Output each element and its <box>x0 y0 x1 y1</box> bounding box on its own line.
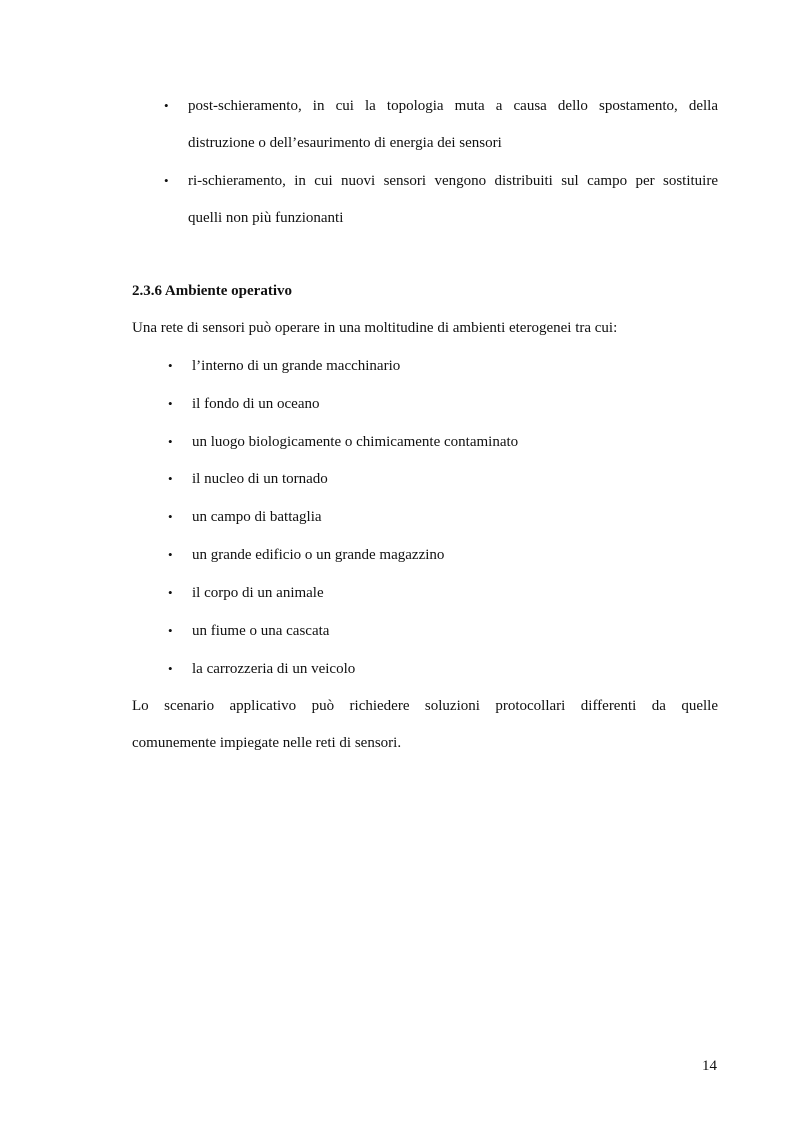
section-intro: Una rete di sensori può operare in una moltitudine di ambienti eterogenei tra cui: <box>132 320 618 336</box>
bullet-marker: • <box>164 98 169 113</box>
list-item-line: distruzione o dell’esaurimento di energia dei sensori <box>188 135 502 151</box>
list-item: il nucleo di un tornado <box>192 471 328 487</box>
bullet-marker: • <box>168 358 173 373</box>
bullet-marker: • <box>168 623 173 638</box>
list-item: un campo di battaglia <box>192 509 322 525</box>
section-heading: 2.3.6 Ambiente operativo <box>132 283 292 299</box>
list-item: il corpo di un animale <box>192 585 324 601</box>
list-item-line: ri-schieramento, in cui nuovi sensori vengono distribuiti sul campo per sostituire <box>188 173 718 189</box>
list-item-line: post-schieramento, in cui la topologia muta a causa dello spostamento, della <box>188 98 718 114</box>
list-item: la carrozzeria di un veicolo <box>192 661 356 677</box>
closing-paragraph-line: comunemente impiegate nelle reti di sensori. <box>132 735 402 751</box>
list-item: l’interno di un grande macchinario <box>192 358 401 374</box>
list-item: il fondo di un oceano <box>192 396 320 412</box>
bullet-marker: • <box>168 396 173 411</box>
page-number: 14 <box>702 1058 717 1074</box>
list-item: un fiume o una cascata <box>192 623 330 639</box>
list-item: un luogo biologicamente o chimicamente contaminato <box>192 434 519 450</box>
bullet-marker: • <box>164 173 169 188</box>
bullet-marker: • <box>168 471 173 486</box>
list-item-line: quelli non più funzionanti <box>188 210 344 226</box>
bullet-marker: • <box>168 434 173 449</box>
closing-paragraph-line: Lo scenario applicativo può richiedere soluzioni protocollari differenti da quelle <box>132 698 718 714</box>
bullet-marker: • <box>168 661 173 676</box>
list-item: un grande edificio o un grande magazzino <box>192 547 445 563</box>
bullet-marker: • <box>168 585 173 600</box>
bullet-marker: • <box>168 509 173 524</box>
bullet-marker: • <box>168 547 173 562</box>
